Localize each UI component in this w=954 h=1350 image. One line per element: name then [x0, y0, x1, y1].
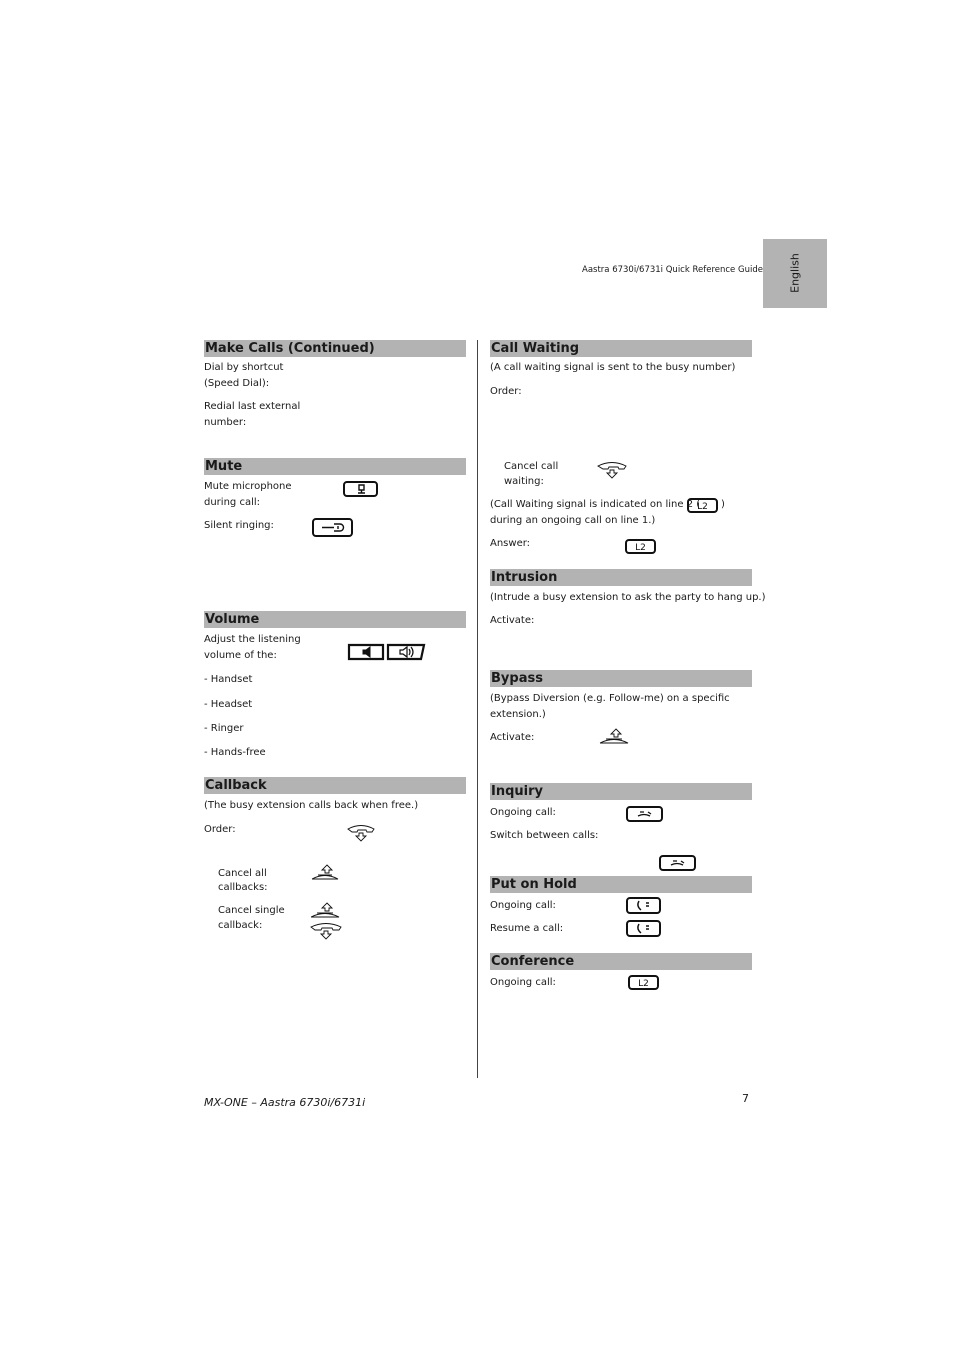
- handset-on-hook-up-icon: [310, 864, 342, 882]
- intrusion-activate-label: Activate:: [490, 615, 535, 626]
- cancel-single-callback-label-1: Cancel single: [218, 905, 285, 916]
- line-key-label: L2: [635, 543, 646, 553]
- section-title-bypass: Bypass: [490, 670, 752, 687]
- volume-item-headset: - Headset: [204, 699, 253, 710]
- transfer-key-icon[interactable]: [626, 806, 664, 823]
- mute-key-icon: [343, 481, 379, 497]
- speed-dial-label-1: Dial by shortcut: [204, 362, 284, 373]
- handset-off-hook-down-icon: [596, 461, 630, 479]
- bypass-note-1: (Bypass Diversion (e.g. Follow-me) on a specific: [490, 693, 730, 704]
- callback-note: (The busy extension calls back when free.): [204, 800, 419, 811]
- guide-title: Aastra 6730i/6731i Quick Reference Guide: [582, 265, 763, 275]
- section-title-inquiry: Inquiry: [490, 783, 752, 800]
- handset-off-hook-down-icon: [309, 922, 345, 942]
- redial-label-1: Redial last external: [204, 401, 301, 412]
- footer-product: MX-ONE – Aastra 6730i/6731i: [204, 1096, 366, 1109]
- handset-on-hook-up-icon: [309, 902, 343, 920]
- cancel-single-callback-label-2: callback:: [218, 920, 263, 931]
- cancel-call-waiting-label-2: waiting:: [504, 476, 544, 487]
- line2-key-icon[interactable]: [628, 975, 660, 991]
- hold-key-icon[interactable]: [626, 920, 662, 938]
- transfer-key-icon[interactable]: [659, 855, 697, 872]
- redial-label-2: number:: [204, 417, 247, 428]
- mute-mic-label-2: during call:: [204, 497, 260, 508]
- line2-note-continuation: during an ongoing call on line 1.): [490, 515, 656, 526]
- conference-ongoing-label: Ongoing call:: [490, 977, 556, 988]
- section-title-callback: Callback: [204, 777, 466, 794]
- call-waiting-order-label: Order:: [490, 386, 522, 397]
- resume-call-label: Resume a call:: [490, 923, 564, 934]
- section-title-hold: Put on Hold: [490, 876, 752, 893]
- goodbye-key-icon: [312, 518, 354, 538]
- inquiry-ongoing-label: Ongoing call:: [490, 807, 556, 818]
- line-key-label: L2: [638, 979, 649, 989]
- section-title-mute: Mute: [204, 458, 466, 475]
- volume-adjust-label-1: Adjust the listening: [204, 634, 301, 645]
- speed-dial-label-2: (Speed Dial):: [204, 378, 270, 389]
- cancel-all-callbacks-label-2: callbacks:: [218, 882, 268, 893]
- bypass-activate-label: Activate:: [490, 732, 535, 743]
- bypass-note-2: extension.): [490, 709, 546, 720]
- handset-on-hook-up-icon: [598, 728, 632, 746]
- volume-adjust-label-2: volume of the:: [204, 650, 277, 661]
- section-title-call-waiting: Call Waiting: [490, 340, 752, 357]
- callback-order-label: Order:: [204, 824, 236, 835]
- volume-item-handset: - Handset: [204, 674, 253, 685]
- section-title-volume: Volume: [204, 611, 466, 628]
- line-key-label: L2: [697, 502, 708, 512]
- answer-label: Answer:: [490, 538, 531, 549]
- section-title-intrusion: Intrusion: [490, 569, 752, 586]
- mute-mic-label-1: Mute microphone: [204, 481, 292, 492]
- line2-key-icon[interactable]: [687, 498, 719, 514]
- line2-key-icon[interactable]: [625, 539, 657, 555]
- hold-ongoing-label: Ongoing call:: [490, 900, 556, 911]
- intrusion-note: (Intrude a busy extension to ask the party to hang up.): [490, 592, 766, 603]
- switch-calls-label: Switch between calls:: [490, 830, 599, 841]
- call-waiting-note: (A call waiting signal is sent to the busy number): [490, 362, 736, 373]
- line2-note-start: (Call Waiting signal is indicated on line 2 (: [490, 499, 701, 510]
- section-title-conference: Conference: [490, 953, 752, 970]
- volume-item-hands-free: - Hands-free: [204, 747, 266, 758]
- hold-key-icon[interactable]: [626, 897, 662, 915]
- volume-item-ringer: - Ringer: [204, 723, 244, 734]
- volume-keys-icon[interactable]: [347, 642, 427, 662]
- language-label: English: [788, 253, 802, 293]
- cancel-call-waiting-label-1: Cancel call: [504, 461, 559, 472]
- handset-off-hook-down-icon: [346, 824, 378, 842]
- cancel-all-callbacks-label-1: Cancel all: [218, 868, 267, 879]
- section-title-make-calls: Make Calls (Continued): [204, 340, 466, 357]
- page-number: 7: [742, 1092, 749, 1105]
- silent-ringing-label: Silent ringing:: [204, 520, 274, 531]
- column-divider: [477, 340, 478, 1078]
- language-tab: [763, 239, 827, 308]
- line2-note-end: ): [721, 499, 725, 510]
